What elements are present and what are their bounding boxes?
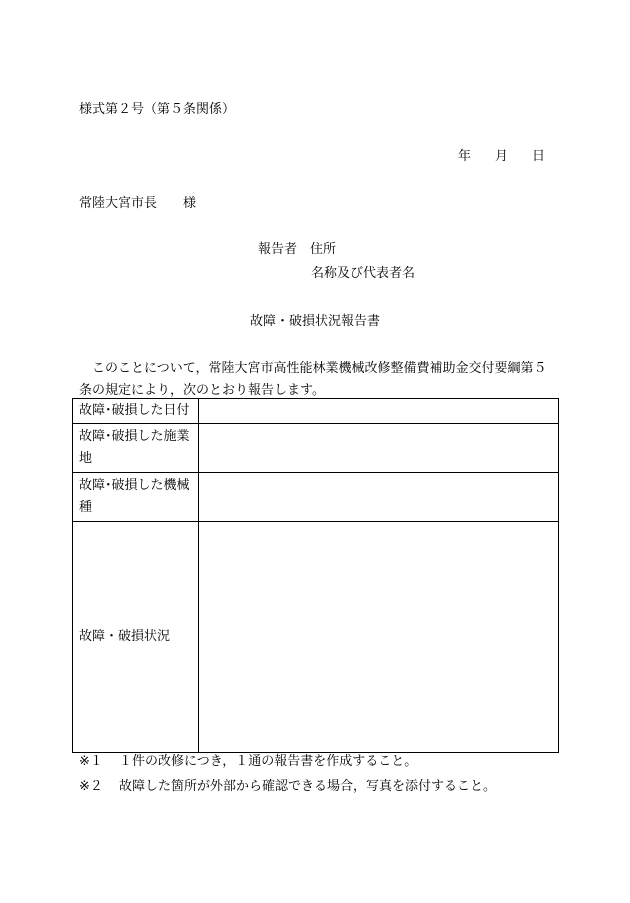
addressee-name: 常陸大宮市長 — [79, 196, 158, 211]
form-number: 様式第２号（第５条関係） — [79, 102, 236, 117]
date-value-cell[interactable] — [199, 399, 559, 424]
note-2-text: 故障した箇所が外部から確認できる場合，写真を添付すること。 — [119, 779, 497, 794]
document-title: 故障・破損状況報告書 — [250, 314, 381, 329]
reporter-label: 報告者 — [258, 242, 298, 257]
table-row — [73, 522, 559, 753]
body-text: このことについて，常陸大宮市高性能林業機械改修整備費補助金交付要綱第５条の規定により，次のとおり報告します。 — [79, 361, 547, 398]
status-label-cell: 故障・破損状況 — [73, 522, 199, 753]
site-value-cell[interactable] — [199, 424, 559, 473]
reporter-block — [258, 242, 336, 258]
machine-label-cell: 故障･破損した機械種 — [73, 473, 199, 522]
date-month-label: 月 — [495, 149, 509, 164]
note-1-text: １件の改修につき，１通の報告書を作成すること。 — [119, 754, 418, 769]
date-label-cell: 故障･破損した日付 — [73, 399, 199, 424]
status-value-cell[interactable] — [199, 522, 559, 753]
date-line — [458, 149, 545, 165]
reporter-name-label: 名称及び代表者名 — [311, 266, 416, 281]
reporter-address-label: 住所 — [310, 242, 337, 257]
addressee — [79, 196, 196, 212]
note-1 — [79, 754, 417, 770]
table-row — [73, 473, 559, 522]
date-year-label: 年 — [458, 149, 472, 164]
table-row — [73, 424, 559, 473]
table-row — [73, 399, 559, 424]
date-day-label: 日 — [532, 149, 546, 164]
note-2-mark: ※２ — [79, 779, 103, 794]
addressee-honorific: 様 — [183, 196, 197, 211]
note-1-mark: ※１ — [79, 754, 103, 769]
machine-value-cell[interactable] — [199, 473, 559, 522]
site-label-cell: 故障･破損した施業地 — [73, 424, 199, 473]
report-table — [72, 398, 559, 753]
note-2 — [79, 779, 496, 795]
